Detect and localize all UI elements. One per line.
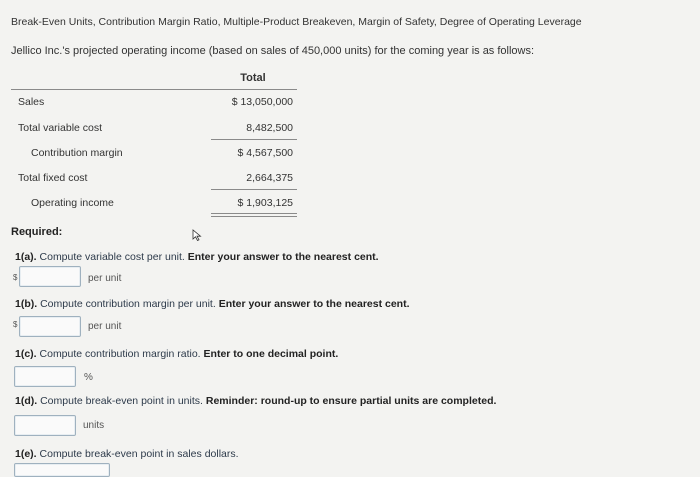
- row-value-contribution-margin: $ 4,567,500: [237, 147, 293, 159]
- unit-label-1a: per unit: [88, 273, 122, 284]
- problem-intro: Jellico Inc.'s projected operating income (based on sales of 450,000 units) for the coming year is as follows:: [11, 45, 535, 57]
- question-1d-id: 1(d).: [15, 395, 38, 407]
- row-value-variable-cost: 8,482,500: [246, 122, 293, 134]
- question-1d: [15, 395, 496, 407]
- total-double-rule-bottom: [211, 216, 297, 217]
- answer-input-1c[interactable]: [14, 366, 76, 387]
- question-1c-instruction: Enter to one decimal point.: [203, 348, 339, 360]
- answer-input-1b[interactable]: [19, 316, 81, 337]
- question-1b-text: Compute contribution margin per unit.: [40, 298, 216, 310]
- page-title: Break-Even Units, Contribution Margin Ratio, Multiple-Product Breakeven, Margin of Safety, Degree of Operating Leverage: [11, 16, 582, 28]
- question-1d-instruction: Reminder: round-up to ensure partial units are completed.: [205, 395, 497, 407]
- question-1e: [15, 448, 239, 460]
- row-label-variable-cost: Total variable cost: [18, 122, 103, 134]
- subtotal-rule-2: [211, 189, 297, 190]
- question-1e-text: Compute break-even point in sales dollars.: [39, 448, 239, 460]
- required-heading: Required:: [11, 226, 63, 238]
- question-1b-instruction: Enter your answer to the nearest cent.: [218, 298, 410, 310]
- row-value-sales: $ 13,050,000: [231, 96, 293, 108]
- row-label-contribution-margin: Contribution margin: [31, 147, 123, 159]
- question-1c-text: Compute contribution margin ratio.: [39, 348, 201, 360]
- dollar-prefix-1a: $: [13, 273, 18, 282]
- question-1a-id: 1(a).: [15, 251, 37, 263]
- row-value-operating-income: $ 1,903,125: [237, 197, 293, 209]
- question-1b-id: 1(b).: [15, 298, 38, 310]
- question-1a-text: Compute variable cost per unit.: [39, 251, 185, 263]
- row-label-sales: Sales: [18, 96, 45, 108]
- dollar-prefix-1b: $: [13, 320, 18, 329]
- row-value-fixed-cost: 2,664,375: [246, 172, 293, 184]
- total-double-rule-top: [211, 213, 297, 214]
- question-1a: [15, 251, 379, 263]
- question-1c: [15, 348, 338, 360]
- mouse-pointer-icon: [192, 229, 202, 241]
- table-top-rule: [11, 89, 297, 90]
- unit-label-1b: per unit: [88, 321, 122, 332]
- row-label-operating-income: Operating income: [31, 197, 114, 209]
- subtotal-rule-1: [211, 139, 297, 140]
- answer-input-1e[interactable]: [14, 463, 110, 477]
- unit-label-1c: %: [84, 372, 93, 383]
- unit-label-1d: units: [83, 420, 105, 431]
- answer-input-1d[interactable]: [14, 415, 76, 436]
- question-1c-id: 1(c).: [15, 348, 37, 360]
- question-1a-instruction: Enter your answer to the nearest cent.: [187, 251, 379, 263]
- answer-input-1a[interactable]: [19, 266, 81, 287]
- question-1e-id: 1(e).: [15, 448, 37, 460]
- question-1d-text: Compute break-even point in units.: [40, 395, 203, 407]
- row-label-fixed-cost: Total fixed cost: [18, 172, 88, 184]
- question-1b: [15, 298, 410, 310]
- table-column-header: Total: [240, 72, 266, 84]
